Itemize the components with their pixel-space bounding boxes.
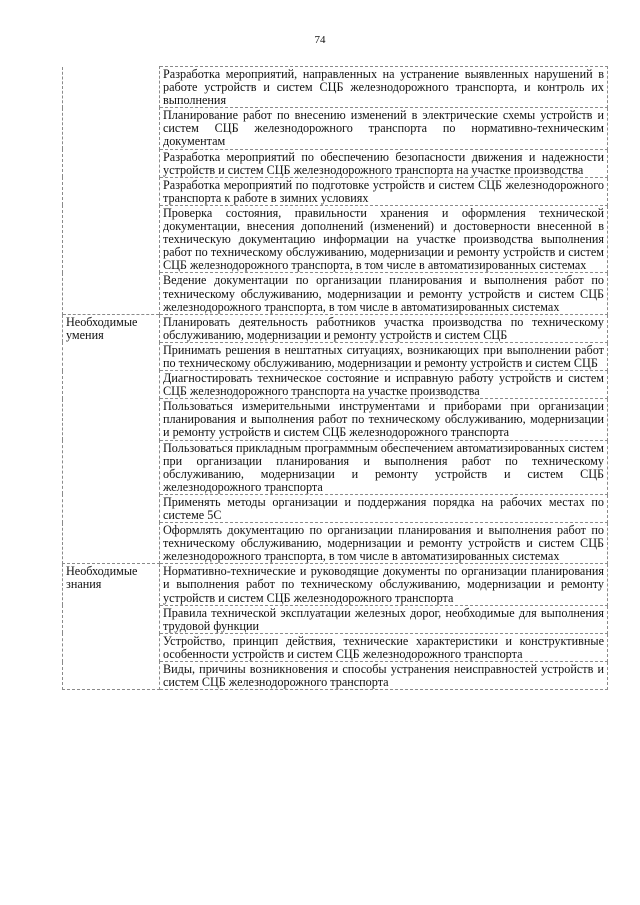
table-row — [63, 67, 608, 108]
list-item: Разработка мероприятий по обеспечению безопасности движения и надежности устройств и систем СЦБ железнодорожного транспорта на участке производства — [160, 149, 608, 177]
list-item: Пользоваться прикладным программным обеспечением автоматизированных систем при организации планирования и выполнения работ по техническому обслуживанию, модернизации и ремонту устройств и систем СЦБ железнодорожного транспорта — [160, 440, 608, 494]
list-item: Правила технической эксплуатации железных дорог, необходимые для выполнения трудовой функции — [160, 605, 608, 633]
list-item: Виды, причины возникновения и способы устранения неисправностей устройств и систем СЦБ железнодорожного транспорта — [160, 662, 608, 690]
section-label — [63, 67, 160, 315]
table-row — [63, 314, 608, 342]
list-item: Устройство, принцип действия, технические характеристики и конструктивные особенности устройств и систем СЦБ железнодорожного транспорта — [160, 633, 608, 661]
labor-function-table — [62, 66, 608, 690]
table-row — [63, 564, 608, 605]
list-item: Разработка мероприятий по подготовке устройств и систем СЦБ железнодорожного транспорта к работе в зимних условиях — [160, 177, 608, 205]
list-item: Ведение документации по организации планирования и выполнения работ по техническому обслуживанию, модернизации и ремонту устройств и систем СЦБ железнодорожного транспорта, в том числе в автоматизированных системах — [160, 273, 608, 314]
section-label-knowledge: Необходимые знания — [63, 564, 160, 690]
list-item: Планирование работ по внесению изменений в электрические схемы устройств и систем СЦБ железнодорожного транспорта по нормативно-техническим документам — [160, 108, 608, 149]
list-item: Диагностировать техническое состояние и исправную работу устройств и систем СЦБ железнодорожного транспорта на участке производства — [160, 371, 608, 399]
page-number: 74 — [314, 34, 326, 46]
list-item: Нормативно-технические и руководящие документы по организации планирования и выполнения работ по техническому обслуживанию, модернизации и ремонту устройств и систем СЦБ железнодорожного транспорта — [160, 564, 608, 605]
list-item: Разработка мероприятий, направленных на устранение выявленных нарушений в работе устройств и систем СЦБ железнодорожного транспорта, и контроль их выполнения — [160, 67, 608, 108]
list-item: Принимать решения в нештатных ситуациях, возникающих при выполнении работ по техническому обслуживанию, модернизации и ремонту устройств и систем СЦБ — [160, 342, 608, 370]
list-item: Пользоваться измерительными инструментами и приборами при организации планирования и выполнения работ по техническому обслуживанию, модернизации и ремонту устройств и систем СЦБ железнодорожного транспорта — [160, 399, 608, 440]
list-item: Планировать деятельность работников участка производства по техническому обслуживанию, модернизации и ремонту устройств и систем СЦБ — [160, 314, 608, 342]
list-item: Оформлять документацию по организации планирования и выполнения работ по техническому обслуживанию, модернизации и ремонту устройств и систем СЦБ железнодорожного транспорта, в том числе в автоматизированных системах — [160, 523, 608, 564]
list-item: Проверка состояния, правильности хранения и оформления технической документации, внесения дополнений (изменений) и достоверности внесенной в техническую документацию информации на участке производства выполнения работ по техническому обслуживанию, модернизации и ремонту устройств и систем СЦБ железнодорожного транспорта, в том числе в автоматизированных системах — [160, 205, 608, 272]
section-label-skills: Необходимые умения — [63, 314, 160, 564]
list-item: Применять методы организации и поддержания порядка на рабочих местах по системе 5С — [160, 494, 608, 522]
